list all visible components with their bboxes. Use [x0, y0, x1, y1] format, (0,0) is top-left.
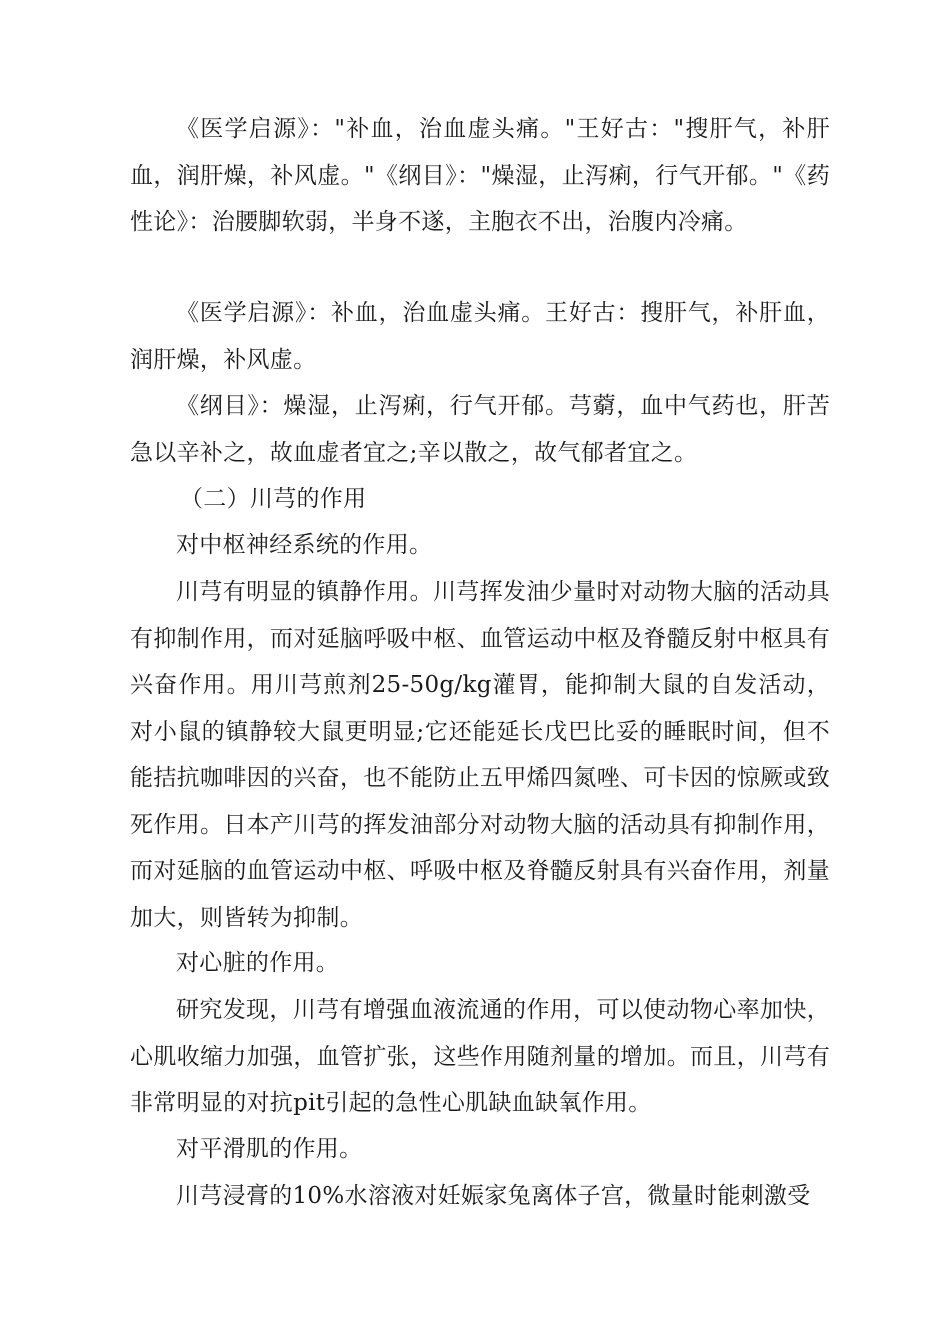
section-heading: （二）川芎的作用 [180, 486, 367, 512]
paragraph-classical-quotes: 《医学启源》："补血，治血虚头痛。"王好古："搜肝气，补肝血，润肝燥，补风虚。"《纲目》："燥湿，止泻痢，行气开郁。"《药性论》：治腰脚软弱，半身不遂，主胞衣不出，治腹内冷痛。 [130, 116, 830, 235]
paragraph-smooth-muscle: 川芎浸膏的10%水溶液对妊娠家兔离体子宫，微量时能刺激受 [176, 1183, 811, 1209]
subheading-heart: 对心脏的作用。 [176, 950, 340, 976]
paragraph-yixue-qiyuan: 《医学启源》：补血，治血虚头痛。王好古：搜肝气，补肝血，润肝燥，补风虚。 [130, 300, 830, 373]
paragraph-heart-effects: 研究发现，川芎有增强血液流通的作用，可以使动物心率加快，心肌收缩力加强，血管扩张，这些作用随剂量的增加。而且，川芎有非常明显的对抗pit引起的急性心肌缺血缺氧作用。 [130, 997, 830, 1116]
paragraph-cns-effects: 川芎有明显的镇静作用。川芎挥发油少量时对动物大脑的活动具有抑制作用，而对延脑呼吸中枢、血管运动中枢及脊髓反射中枢具有兴奋作用。用川芎煎剂25-50g/kg灌胃，能抑制大鼠的自发活动，对小鼠的镇静较大鼠更明显;它还能延长戊巴比妥的睡眠时间，但不能拮抗咖啡因的兴奋，也不能防止五甲烯四氮唑、可卡因的惊厥或致死作用。日本产川芎的挥发油部分对动物大脑的活动具有抑制作用，而对延脑的血管运动中枢、呼吸中枢及脊髓反射具有兴奋作用，剂量加大，则皆转为抑制。 [130, 579, 830, 931]
paragraph-gangmu: 《纲目》：燥湿，止泻痢，行气开郁。芎藭，血中气药也，肝苦急以辛补之，故血虚者宜之;辛以散之，故气郁者宜之。 [130, 393, 830, 466]
subheading-cns: 对中枢神经系统的作用。 [176, 532, 433, 558]
subheading-smooth-muscle: 对平滑肌的作用。 [176, 1136, 363, 1162]
